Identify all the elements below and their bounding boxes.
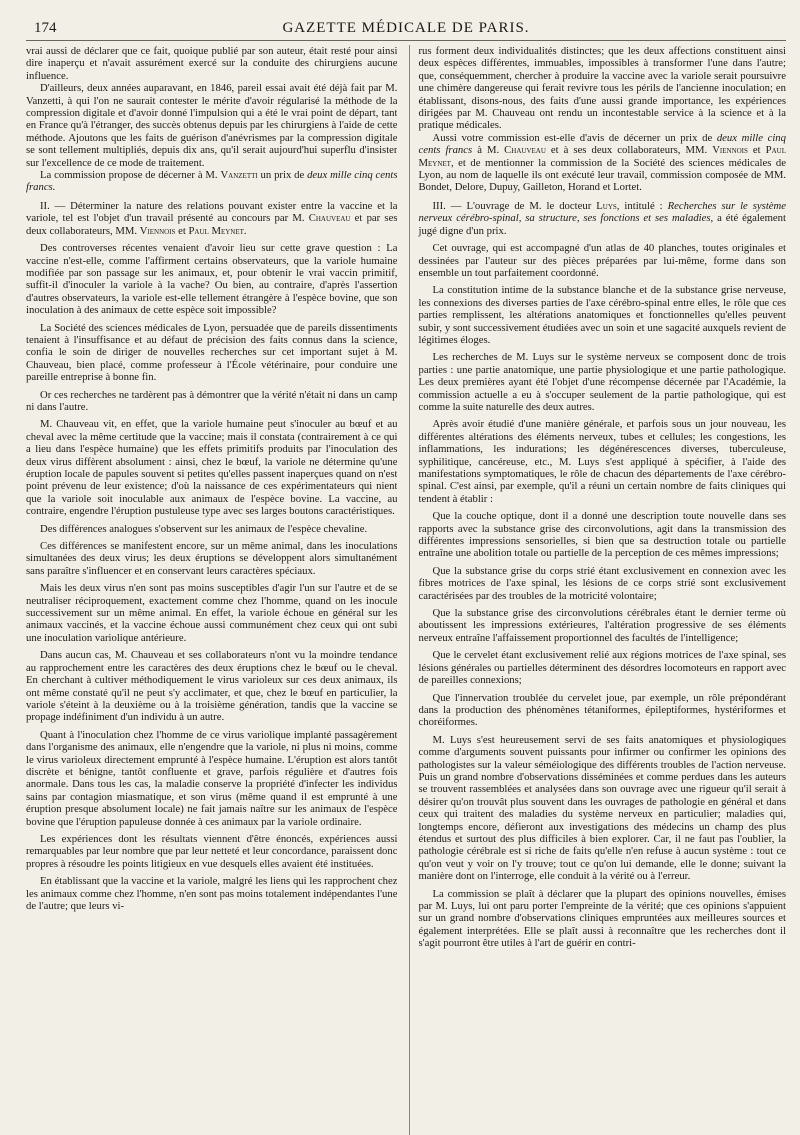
paragraph: Dans aucun cas, M. Chauveau et ses collaborateurs n'ont vu la moindre tendance au rapprochement entre les caractères des deux éruptions chez le bœuf ou le cheval. En cherchant à cultiver méthodiquement le virus varioleux sur ces deux animaux, ils ont même constaté qu'il ne peut s'y acclimater, et que, chez le bœuf en particulier, la variole s'éteint à la deuxième ou à la troisième génération, tandis que la vaccine se propage indéfiniment d'un individu à un autre.	[26, 649, 398, 724]
paragraph: La constitution intime de la substance blanche et de la substance grise nerveuse, les connexions des diverses parties de l'axe cérébro-spinal entre elles, le rôle que ces parties remplissent, les altérations anatomiques et fonctionnelles qu'elles peuvent subir, y sont successivement étudiées avec un soin et une sagacité auxquels revient de légitimes éloges.	[418, 284, 786, 346]
paragraph: M. Chauveau vit, en effet, que la variole humaine peut s'inoculer au bœuf et au cheval avec la même certitude que la vaccine; mais il constata (contrairement à ce qui a lieu dans l'espèce humaine) que les effets primitifs produits par l'inoculation des deux virus diffèrent absolument : ainsi, chez le bœuf, la variole ne détermine qu'une éruption locale de papules souvent si petites qu'elles passent inaperçues quand on n'est point prévenu de leur existence; d'où la naissance de ces expérimentateurs qui nient que la variole soit inoculable aux animaux de l'espèce bovine. La vaccine, au contraire, engendre l'éruption pustuleuse type avec ses larges boutons caractéristiques.	[26, 418, 398, 518]
paragraph: Les expériences dont les résultats viennent d'être énoncés, expériences aussi remarquables par leur nombre que par leur netteté et leur concordance, paraissent donc propres à résoudre les points litigieux en vue desquels elles avaient été instituées.	[26, 832, 398, 870]
book-title: Recherches sur le système nerveux cérébro-spinal, sa structure, ses fonctions et ses maladies	[418, 199, 786, 225]
paragraph: Mais les deux virus n'en sont pas moins susceptibles d'agir l'un sur l'autre et de se neutraliser réciproquement, exactement comme chez l'homme, quand on les inocule successivement sur un même animal. En effet, la variole échoue en général sur les animaux vaccinés, et la vaccine échoue aussi communément chez ceux qui ont subi une inoculation variolique antérieure.	[26, 582, 398, 644]
paragraph: Après avoir étudié d'une manière générale, et parfois sous un jour nouveau, les différentes altérations des éléments nerveux, tubes et cellules; les congestions, les inflammations, les indurations; les dégénérescences diverses, tuberculeuse, syphilitique, cancéreuse, etc., M. Luys s'est appliqué à spécifier, à l'aide des manifestations symptomatiques, le rôle de chacun des départements de l'axe cérébro-spinal. C'est ainsi, par exemple, qu'il a réuni un certain nombre de faits cliniques qui tendent à établir :	[418, 418, 786, 505]
right-column	[409, 45, 786, 1135]
paragraph: En établissant que la vaccine et la variole, malgré les liens qui les rapprochent chez les animaux comme chez l'homme, n'en sont pas moins totalement indépendantes l'une de l'autre; que leurs vi-	[26, 875, 398, 912]
paragraph: Quant à l'inoculation chez l'homme de ce virus variolique implanté passagèrement dans l'organisme des animaux, elle n'engendre que la variole, ni plus ni moins, comme le virus varioleux directement emprunté à l'espèce humaine. L'éruption est alors tantôt discrète et bénigne, tantôt confluente et grave, parfois régulière et d'autres fois anormale. Dans tous les cas, la maladie conserve la propriété d'infecter les individus sains par contagion miasmatique, et son virus (même quand il est emprunté à une éruption presque absolument locale) ne fait jamais naître sur les animaux de l'espèce bovine que l'éruption papuleuse donnée à ces animaux par la variole ordinaire.	[26, 728, 398, 828]
paragraph: Cet ouvrage, qui est accompagné d'un atlas de 40 planches, toutes originales et dessinées par l'auteur sur des pièces préparées par lui-même, forme dans son ensemble un tout parfaitement coordonné.	[418, 242, 786, 279]
name-vanzetti: Vanzetti	[220, 169, 258, 182]
paragraph: Des controverses récentes venaient d'avoir lieu sur cette grave question : La vaccine n'est-elle, comme l'affirment certains observateurs, que la variole humaine modifiée par son passage sur les animaux, et, pour obtenir le vrai vaccin primitif, suffit-il d'inoculer la variole à la vache? Ou bien, au contraire, d'après l'assertion d'autres observateurs, la variole est-elle tellement étrangère à l'espèce bovine, que son inoculation à des animaux de cette espèce soit impossible?	[26, 242, 398, 317]
left-column	[26, 45, 397, 1135]
paragraph: La commission propose de décerner à M. Vanzetti un prix de deux mille cinq cents francs.	[26, 169, 398, 194]
paragraph: Ces différences se manifestent encore, sur un même animal, dans les inoculations simultanées des deux virus; les deux éruptions se développent alors simultanément sans paraître s'influencer et en conservant leurs caractères spéciaux.	[26, 540, 398, 577]
paragraph: Que l'innervation troublée du cervelet joue, par exemple, un rôle prépondérant dans la production des phénomènes tétaniformes, épileptiformes, hystériformes et choréiformes.	[418, 691, 786, 729]
paragraph: Des différences analogues s'observent sur les animaux de l'espèce chevaline.	[40, 522, 368, 535]
paragraph: Que le cervelet étant exclusivement relié aux régions motrices de l'axe spinal, ses lésions générales ou partielles déterminent des désordres locomoteurs en rapport avec de pareilles connexions;	[418, 649, 786, 687]
page-header	[26, 18, 786, 41]
paragraph: Or ces recherches ne tardèrent pas à démontrer que la vérité n'était ni dans un camp ni dans l'autre.	[26, 388, 398, 413]
paragraph: vrai aussi de déclarer que ce fait, quoique publié par son auteur, était resté pour ainsi dire inaperçu et n'avait assurément exercé sur la conduite des chirurgiens aucune influence.	[26, 45, 398, 82]
paragraph: rus forment deux individualités distinctes; que les deux affections constituent ainsi deux espèces différentes, immuables, impossibles à transformer l'une dans l'autre; que, conséquemment, chercher à produire la vaccine avec la variole serait poursuivre une chimère dangereuse qui ferait revivre tous les périls de l'ancienne inoculation; en établissant, disons-nous, des faits d'une aussi grande importance, les expériences dirigées par M. Chauveau ont rendu un incontestable service à la science et à la pratique médicales.	[418, 45, 786, 132]
paragraph: Aussi votre commission est-elle d'avis de décerner un prix de deux mille cinq cents francs à M. Chauveau et à ses deux collaborateurs, MM. Viennois et Paul Meynet, et de mentionner la commission de la Société des sciences médicales de Lyon, au nom de laquelle ils ont exécuté leur travail, commission composée de MM. Bondet, Delore, Dupuy, Gailleton, Horand et Lortet.	[418, 131, 786, 194]
page-number: 174	[34, 20, 57, 36]
paragraph: La Société des sciences médicales de Lyon, persuadée que de pareils dissentiments tenaient à l'insuffisance et au défaut de précision des faits connus dans la science, confia le soin de diriger de nouvelles recherches sur cet important sujet à M. Chauveau, bien placé, comme professeur à l'École vétérinaire, pour conduire une pareille entreprise à bonne fin.	[26, 321, 398, 384]
section-iii-heading: III. — L'ouvrage de M. le docteur Luys, intitulé : Recherches sur le système nerveux cérébro-spinal, sa structure, ses fonctions et ses maladies, a été également jugé digne d'un prix.	[418, 199, 786, 237]
journal-title: GAZETTE MÉDICALE DE PARIS.	[282, 20, 530, 36]
paragraph: Que la substance grise des circonvolutions cérébrales étant le dernier terme où aboutissent les impressions extérieures, l'altération progressive de ses éléments nerveux entraîne l'affaissement proportionnel des facultés de l'intelligence;	[418, 607, 786, 644]
paragraph: Les recherches de M. Luys sur le système nerveux se composent donc de trois parties : une partie anatomique, une partie physiologique et une partie pathologique. Les deux premières ayant été l'objet d'une récompense décernée par l'Académie, la commission actuelle a eu à s'occuper seulement de la partie pathologique, qui est comme la suite naturelle des deux autres.	[418, 351, 786, 413]
paragraph: D'ailleurs, deux années auparavant, en 1846, pareil essai avait été déjà fait par M. Vanzetti, à qui l'on ne saurait contester le mérite d'avoir régularisé la méthode de la compression digitale et d'avoir donné l'impulsion qui a été le vrai point de départ, tant en France qu'à l'étranger, des succès obtenus depuis par les chirurgiens à l'aide de cette méthode. Ajoutons que les faits de guérison d'anévrismes par la compression digitale se sont tellement multipliés, depuis dix ans, qu'il serait aujourd'hui superflu d'insister sur l'excellence de ce mode de traitement.	[26, 82, 398, 169]
paragraph: Que la couche optique, dont il a donné une description toute nouvelle dans ses rapports avec la substance grise des circonvolutions, agit dans la transmission des différentes impressions sensorielles, si bien que sa destruction totale ou partielle entraîne une abolition totale ou partielle de la perception de ces mêmes impressions;	[418, 510, 786, 560]
text-columns	[26, 45, 786, 1135]
section-ii-heading: II. — Déterminer la nature des relations pouvant exister entre la vaccine et la variole, tel est l'objet d'un travail présenté au concours par M. Chauveau et par ses deux collaborateurs, MM. Viennois et Paul Meynet.	[26, 199, 398, 237]
paragraph: Que la substance grise du corps strié étant exclusivement en connexion avec les fibres motrices de l'axe spinal, les lésions de ce corps strié sont exclusivement caractérisées par des troubles de la motricité volontaire;	[418, 564, 786, 602]
paragraph: La commission se plaît à déclarer que la plupart des opinions nouvelles, émises par M. Luys, lui ont paru porter l'empreinte de la vérité; que ces opinions s'appuient sur un grand nombre d'observations cliniques empruntées aux meilleures sources et également interprétées. Elle se plaît aussi à reconnaître que les recherches dont il s'agit pourront être utiles à l'art de guérir en contri-	[418, 887, 786, 950]
prize-amount: deux mille cinq cents francs.	[26, 169, 398, 194]
paragraph: M. Luys s'est heureusement servi de ses faits anatomiques et physiologiques comme d'arguments souvent puissants pour infirmer ou confirmer les opinions des pathologistes sur la valeur séméiologique des différents troubles de l'action nerveuse. Puis un grand nombre d'observations disséminées et comme perdues dans les auteurs se trouvent rassemblées et analysées dans son ouvrage avec une rigueur qu'il serait à désirer qu'on trouvât plus souvent dans les ouvrages de pathologie en général et dans ceux qui traitent des maladies du système nerveux en particulier; maladies qui, longtemps encore, défieront aux investigations des médecins un champ des plus étendus et surtout des plus difficiles à bien explorer. Car, il ne faut pas l'oublier, la pathologie cérébrale est si riche de faits qu'elle n'en refuse à aucun système : tout ce qu'on veut y voir on l'y trouve; tout ce qu'on lui demande, elle le donne; suivant la manière dont on l'interroge, elle conduit à la vérité ou à l'erreur.	[418, 733, 786, 883]
